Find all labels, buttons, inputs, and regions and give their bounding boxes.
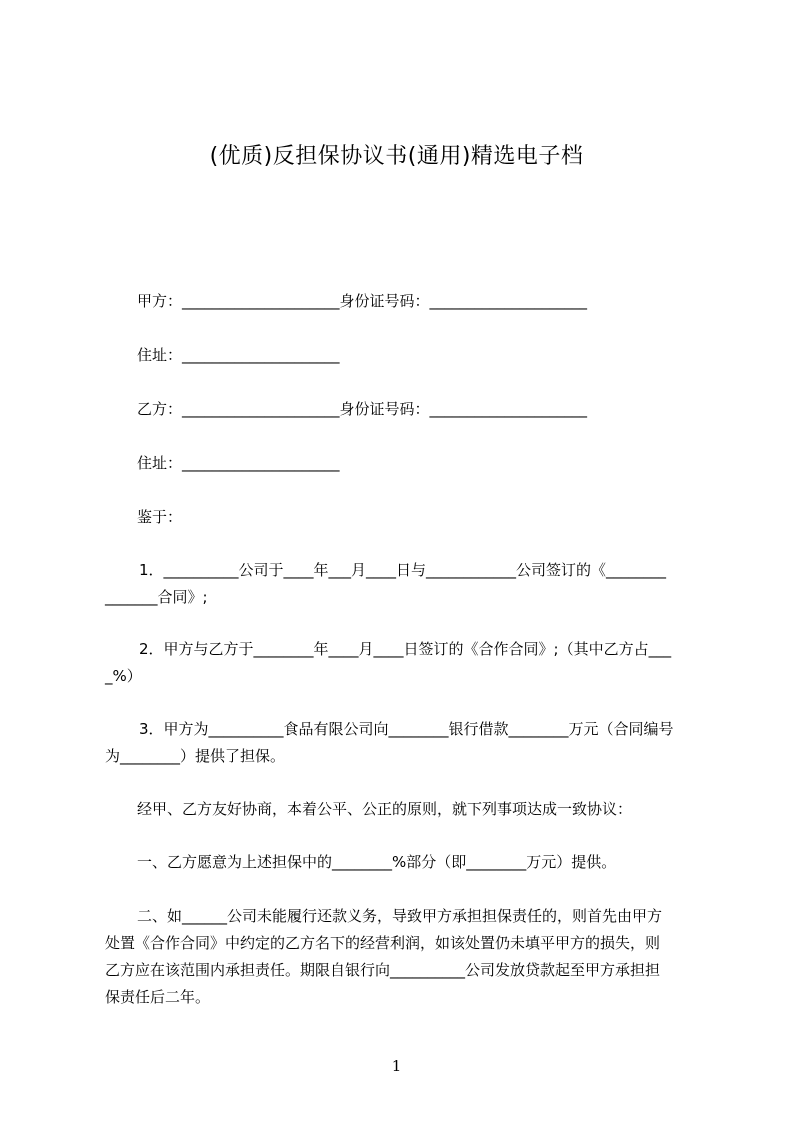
document-title: (优质)反担保协议书(通用)精选电子档 [209, 144, 584, 169]
party-b-address-line: 住址：_____________________ [137, 454, 340, 472]
clause-2-line-1: 二、如______公司未能履行还款义务，导致甲方承担担保责任的，则首先由甲方 [137, 907, 663, 925]
whereas-item-3-line-1: 3．甲方为__________食品有限公司向________银行借款________万元（合同编号 [139, 720, 674, 738]
whereas-item-2-line-2: _%） [105, 667, 142, 685]
whereas-item-1-line-2: _______合同》; [105, 588, 208, 606]
whereas-item-1-line-1: 1．__________公司于____年___月____日与____________公司签订的《________ [139, 561, 667, 579]
clause-2-line-2: 处置《合作合同》中约定的乙方名下的经营利润，如该处置仍未填平甲方的损失，则 [105, 934, 661, 952]
agreement-intro: 经甲、乙方友好协商，本着公平、公正的原则，就下列事项达成一致协议： [137, 800, 633, 818]
whereas-heading: 鉴于： [137, 508, 183, 526]
whereas-item-2-line-1: 2．甲方与乙方于________年____月____日签订的《合作合同》;（其中乙方占___ [139, 640, 672, 658]
party-b-line: 乙方：_____________________身份证号码：_____________________ [137, 400, 588, 418]
page-number: 1 [391, 1057, 402, 1075]
clause-1: 一、乙方愿意为上述担保中的________%部分（即________万元）提供。 [137, 853, 617, 871]
clause-2-line-4: 保责任后二年。 [105, 988, 211, 1006]
party-a-line: 甲方：_____________________身份证号码：_____________________ [137, 292, 588, 310]
party-a-address-line: 住址：_____________________ [137, 346, 340, 364]
clause-2-line-3: 乙方应在该范围内承担责任。期限自银行向__________公司发放贷款起至甲方承担担 [105, 961, 661, 979]
whereas-item-3-line-2: 为________）提供了担保。 [105, 747, 286, 765]
